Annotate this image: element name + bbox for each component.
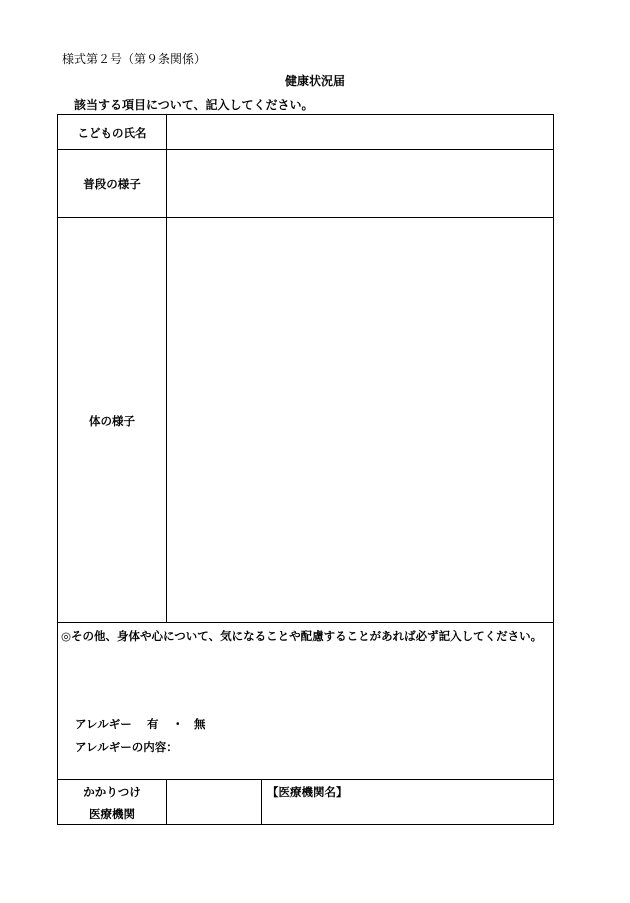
allergy-detail-field[interactable] <box>185 736 545 758</box>
usual-condition-label: 普段の様子 <box>83 177 141 191</box>
page-title: 健康状況届 <box>284 74 345 88</box>
allergy-yes-option[interactable]: 有 <box>147 717 159 731</box>
clinic-name-label: 【医療機関名】 <box>267 785 348 799</box>
instruction-text: 該当する項目について、記入してください。 <box>74 98 314 112</box>
allergy-separator: ・ <box>172 717 184 731</box>
usual-condition-field[interactable] <box>167 150 553 217</box>
allergy-label: アレルギー <box>75 717 132 731</box>
allergy-detail-label: アレルギーの内容： <box>75 740 178 754</box>
body-condition-field[interactable] <box>167 218 553 622</box>
body-condition-label: 体の様子 <box>89 414 135 428</box>
table-bottom-border <box>57 824 554 825</box>
table-right-border <box>553 114 554 825</box>
form-number: 様式第２号（第９条関係） <box>62 52 207 66</box>
clinic-name-field[interactable] <box>262 800 553 824</box>
other-notes-text: ◎その他、身体や心について、気になることや配慮することがあれば必ず記入してください。 <box>61 629 543 643</box>
child-name-field[interactable] <box>167 115 553 149</box>
other-notes-field[interactable] <box>58 648 553 708</box>
allergy-no-option[interactable]: 無 <box>194 717 206 731</box>
table-left-border <box>57 114 58 825</box>
clinic-blank-field[interactable] <box>167 780 261 824</box>
row-divider-3 <box>57 622 554 623</box>
row-divider-4 <box>57 779 554 780</box>
clinic-label-line1: かかりつけ <box>83 785 141 799</box>
child-name-label: こどもの氏名 <box>77 126 147 140</box>
clinic-label-line2: 医療機関 <box>89 807 135 821</box>
